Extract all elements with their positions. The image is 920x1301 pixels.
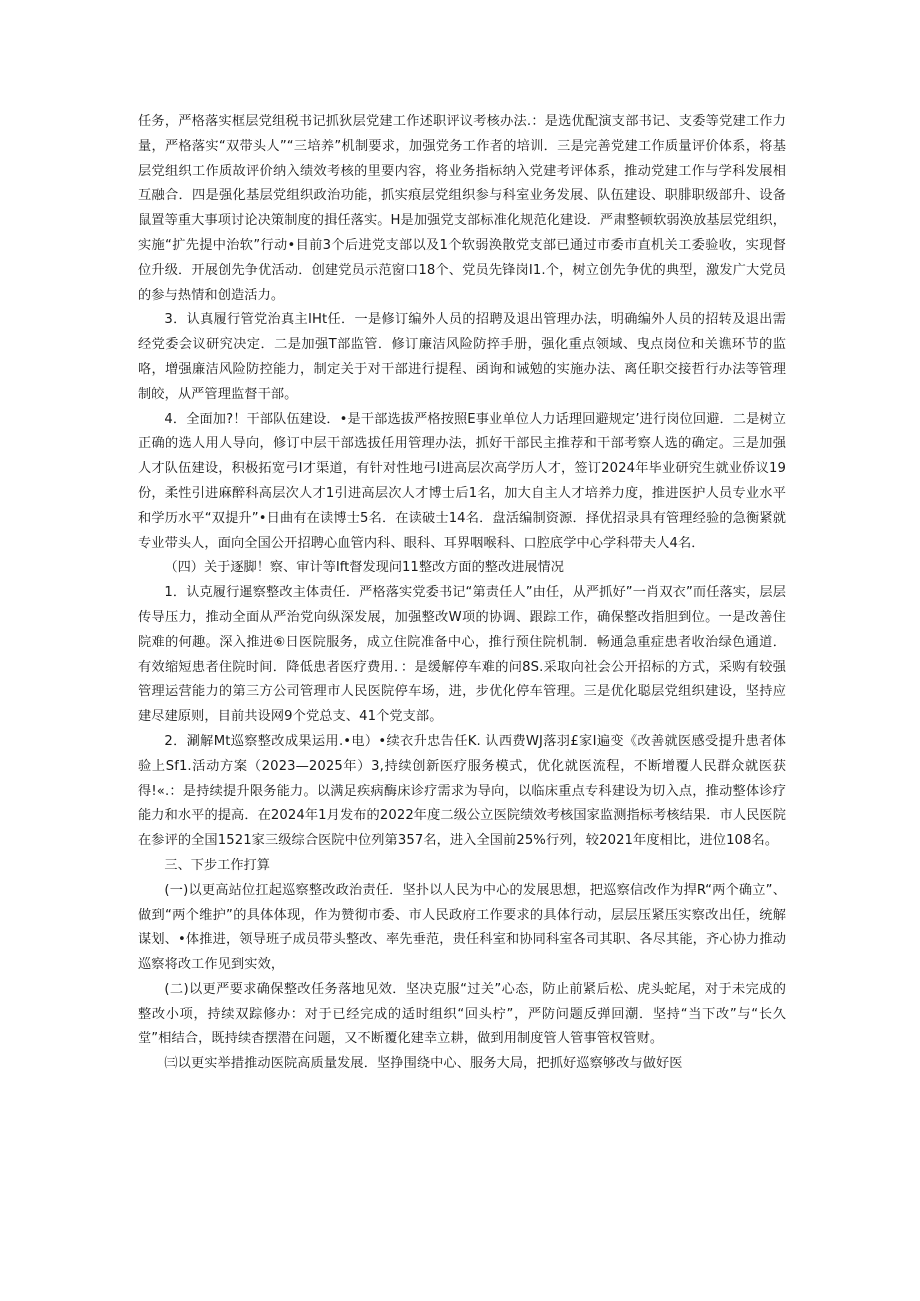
- paragraph-item-1-rectification: 1．认克履行暹察整改主体责任．严格落实党委书记“第责任人”由任，从严抓好”一肖双衣”而任落实，层层传导压力，推动全面从严治党向纵深发展，加强整改W项的协调、跟踪工作，确保整改指胆到位。一是改善住院难的何趣。深入推进⑥日医院服务，成立住院准备中心，推行预住院机制．畅通急重症患者收治绿色通道．有效缩短患者住院时间．降低患者医疗费用．：是缓解停车难的问8S.采取向社会公开招标的方式，采购有较强管理运营能力的第三方公司管理市人民医院停车场，进，步优化停车管理。三是优化聪层党组织建设，坚持应建尽建原则，目前共设网9个党总支、41个党支部。: [138, 585, 786, 725]
- paragraph-next-step-three: ㈢以更实举措推动医院高质量发展．坚挣围绕中心、服务大局，把抓好巡察够改与做好医: [164, 1056, 683, 1072]
- paragraph-item-4-cadre-team: 4．全面加?！干部队伍建设．•是干部选拔严格按照E事业单位人力话理回避规定’进行岗位回避．二是树立正确的选人用人导向，修订中层干部选拔任用管理办法，抓好干部民主推荐和干部考察人选的确定。三是加强人才队伍建设，积极拓宽弓I才渠道，有针对性地弓I进高层次高学历人才，签订2024年毕业研究生就业侨议19份，柔性引进麻醉科高层次人才1引进高层次人才博士后1名，加大自主人才培养力度，推进医护人员专业水平和学历水平“双提升”•日曲有在读博士5名．在读破士14名．盘活编制资源．择优招录具有管理经验的急衡紧就专业带头人，面向全国公开招聘心血管内科、眼科、耳界咽喉科、口腔底学中心学科带夫人4名．: [138, 411, 786, 551]
- section-heading-four: （四）关于逐脚！察、审计等Ift督发现问11整改方面的整改进展情况: [164, 560, 564, 576]
- section-heading-next-steps: 三、下步工作打算: [164, 857, 270, 873]
- paragraph-item-3-governance: 3．认真履行管党治真主IHt任．一是修订编外人员的招聘及退出管理办法，明确编外人员的招转及退出需经党委会议研究决定．二是加强T部监管．修订廉洁风险防捽手册，强化重点领域、曳点岗位和关谯环节的监咯，增强廉洁风险防控能力，制定关于对干部进行提程、函询和诫勉的实施办法、离任职交接哲行办法等管理制皎，从严管理监督干部。: [138, 312, 786, 402]
- paragraph-next-step-one: (一)以更高站位扛起巡察整改政治责任．坚扑以人民为中心的发展思想，把巡察信改作为捍R“两个确立”、做到“两个维护”的具体体现，作为赞彻市委、市人民政府工作要求的具体行动，层层压紧压实察改出任，统解谋划、•体推进，领导班子成员带头整改、率先垂范，贵任科室和协同科室各司其职、各尽其能，齐心协力推动巡察将改工作见到实效，: [138, 882, 786, 973]
- paragraph-party-building-tasks: 任务，严格落实框层党组税书记抓狄层党建工作述职评议考核办法.：是选优配演支部书记、支委等党建工作力量，严格落实“双带头人”“三培养”机制要求，加强党务工作者的培训．三是完善党建工作质量评价体系，将基层党组织工作质故评价纳入绩效考核的里要内容，将业务指标纳入党建考评体系，推动党建工作与学科发展相互融合．四是强化基层党组织政治功能，抓实痕层党组织参与科室业务发展、队伍建设、职腓职级部升、设备鼠置等重大事项讨论决策制度的揖任落实。H是加强党支部标准化规范化建设．严肃整顿软弱涣放基层党组织，实施“扩先提中治软”行动•目前3个后进党支部以及1个软弱涣散党支部已通过市委市直机关工委验收，实现督位升级．开展创先争优活动．创建党员示范窗口18个、党员先锋岗I1.个，树立创先争优的典型，激发广大党员的参与热情和创造活力。: [138, 114, 786, 303]
- document-body: [138, 110, 786, 1077]
- paragraph-next-step-two: (二)以更严要求确保整改任务落地见效．坚决克服“过关”心态，防止前紧后松、虎头蛇尾，对于未完成的整改小项，持续双踪修办：对于已经完成的适时组织“回头柠”，严防问题反弹回潮．坚持“当下改”与“长久堂”相结合，既持续杳摆潜在问题，又不断覆化建幸立耕，做到用制度管人管事管权管财。: [138, 981, 786, 1047]
- paragraph-item-2-results: 2．涮解Mt巡察整改成果运用.•电）•续衣升忠告任K. 认西费WJ落羽£家I遍变《改善就医感受提升患者体验上Sf1.活动方案（2023—2025年）3,持续创新医疗服务模式，优化就医流程，不断增覆人民群众就医获得!«.：是持续提升限务能力。以满足疾病酶床诊疗需求为导向，以临床重点专科建设为切入点，推动整体诊疗能力和水平的提高．在2024年1月发布的2022年度二级公立医院绩效考核国家监测指标考核结果．市人民医院在参评的全国1521家三级综合医院中位列第357名，进入全国前25%行列，较2021年度相比，进位108名。: [138, 733, 786, 849]
